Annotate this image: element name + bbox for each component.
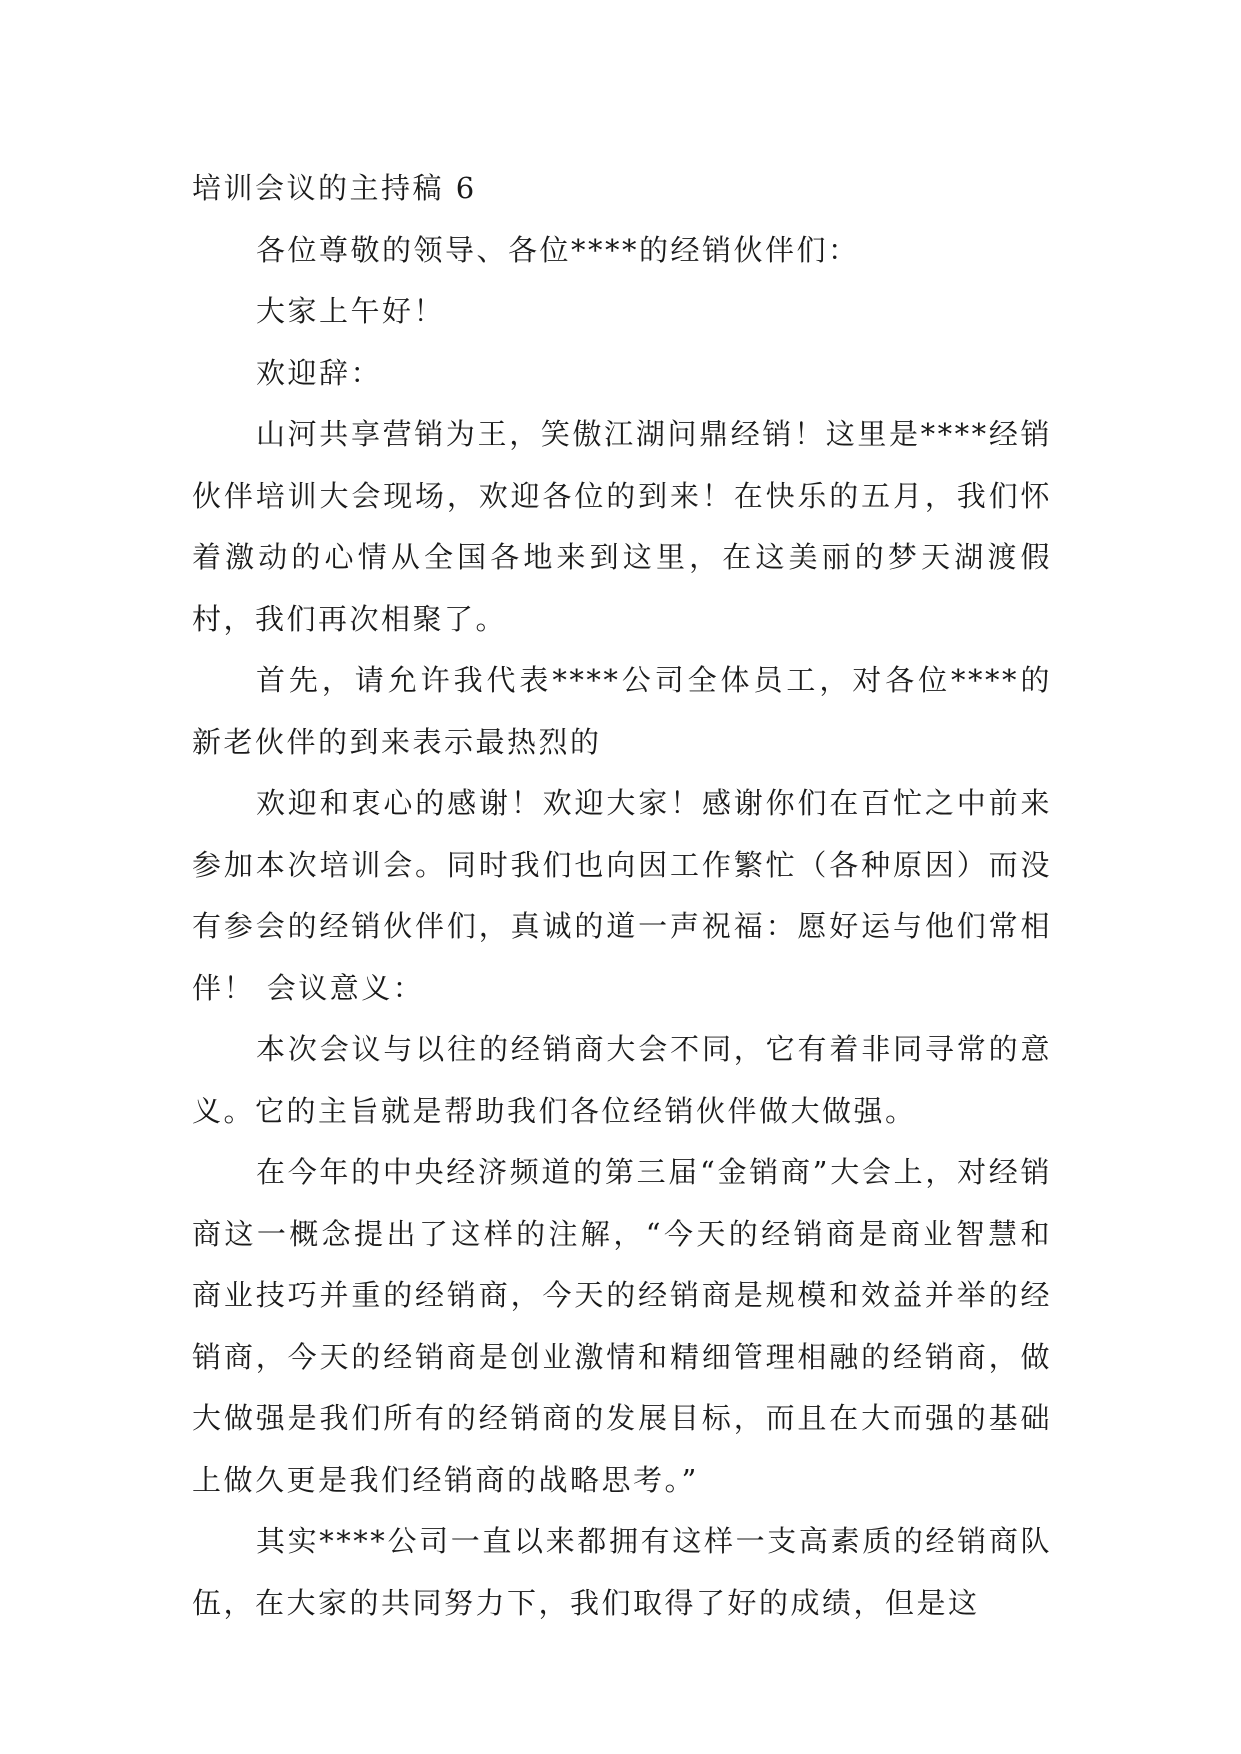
document-body: [192, 158, 1052, 1634]
document-title: 培训会议的主持稿 6: [192, 171, 477, 205]
paragraph-thanks: 欢迎和衷心的感谢！欢迎大家！感谢你们在百忙之中前来参加本次培训会。同时我们也向因工作繁忙（各种原因）而没有参会的经销伙伴们，真诚的道一声祝福：愿好运与他们常相伴！ 会议意义：: [192, 786, 1052, 1005]
paragraph-meeting-meaning: 本次会议与以往的经销商大会不同，它有着非同寻常的意义。它的主旨就是帮助我们各位经销伙伴做大做强。: [192, 1032, 1052, 1128]
paragraph-salutation: 各位尊敬的领导、各位****的经销伙伴们：: [256, 232, 860, 267]
paragraph-greeting: 大家上午好！: [256, 294, 446, 328]
paragraph-dealer-team: 其实****公司一直以来都拥有这样一支高素质的经销商队伍，在大家的共同努力下，我们取得了好的成绩，但是这: [192, 1524, 1052, 1620]
paragraph-company-welcome: 首先，请允许我代表****公司全体员工，对各位****的新老伙伴的到来表示最热烈的: [192, 663, 1052, 759]
paragraph-welcome-heading: 欢迎辞：: [256, 355, 383, 390]
paragraph-welcome-speech: 山河共享营销为王，笑傲江湖问鼎经销！这里是****经销伙伴培训大会现场，欢迎各位的到来！在快乐的五月，我们怀着激动的心情从全国各地来到这里，在这美丽的梦天湖渡假村，我们再次相聚了。: [192, 417, 1052, 636]
paragraph-dealer-definition: 在今年的中央经济频道的第三届“金销商”大会上，对经销商这一概念提出了这样的注解，“今天的经销商是商业智慧和商业技巧并重的经销商，今天的经销商是规模和效益并举的经销商，今天的经销商是创业激情和精细管理相融的经销商，做大做强是我们所有的经销商的发展目标，而且在大而强的基础上做久更是我们经销商的战略思考。”: [192, 1155, 1052, 1497]
